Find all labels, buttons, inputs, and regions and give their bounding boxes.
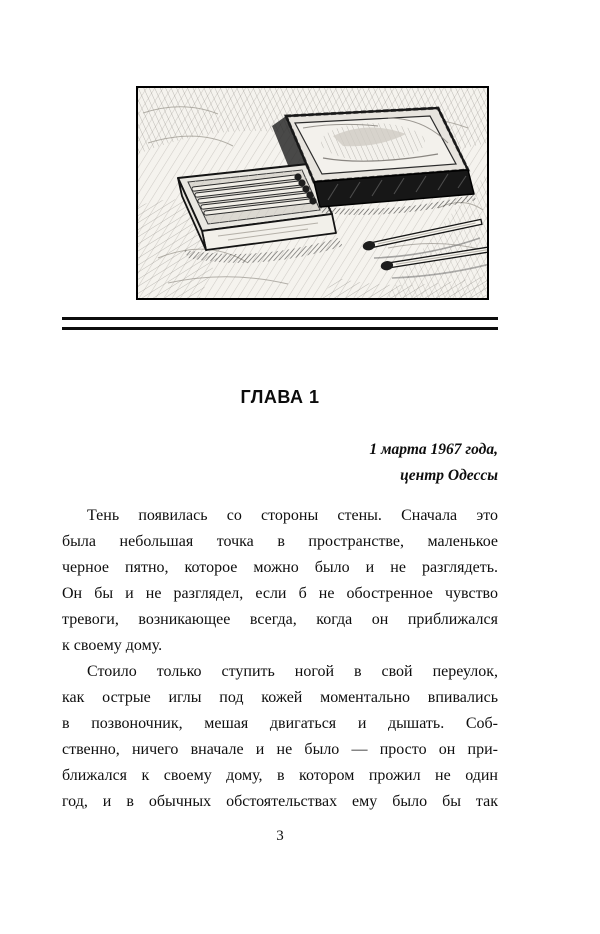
text-line: Тень появилась со стороны стены. Сначала это <box>87 507 498 524</box>
dateline <box>62 437 498 489</box>
page-number: 3 <box>276 828 284 844</box>
text-line: Стоило только ступить ногой в свой переулок, <box>87 663 498 680</box>
text-line: к своему дому. <box>62 637 163 654</box>
text-line: год, и в обычных обстоятельствах ему было бы так <box>62 793 498 810</box>
text-line: Он бы и не разглядел, если б не обостренное чувство <box>62 585 498 602</box>
matchbox-sketch-image <box>138 88 487 298</box>
separator-rule-top <box>62 317 498 320</box>
text-line: ближался к своему дому, в котором прожил не один <box>62 767 498 784</box>
text-line: как острые иглы под кожей моментально впивались <box>62 689 498 706</box>
text-line: в позвоночник, мешая двигаться и дышать. Соб- <box>62 715 498 732</box>
text-line: была небольшая точка в пространстве, маленькое <box>62 533 498 550</box>
dateline-date: 1 марта 1967 года, <box>369 441 498 458</box>
body-text <box>62 503 498 815</box>
text-line: тревоги, возникающее всегда, когда он приближался <box>62 611 498 628</box>
dateline-place: центр Одессы <box>400 467 498 484</box>
text-line: черное пятно, которое можно было и не разглядеть. <box>62 559 498 576</box>
separator-rule-bottom <box>62 327 498 330</box>
chapter-illustration <box>136 86 489 300</box>
chapter-title: ГЛАВА 1 <box>240 387 320 407</box>
text-line: ственно, ничего вначале и не было — просто он при- <box>62 741 498 758</box>
